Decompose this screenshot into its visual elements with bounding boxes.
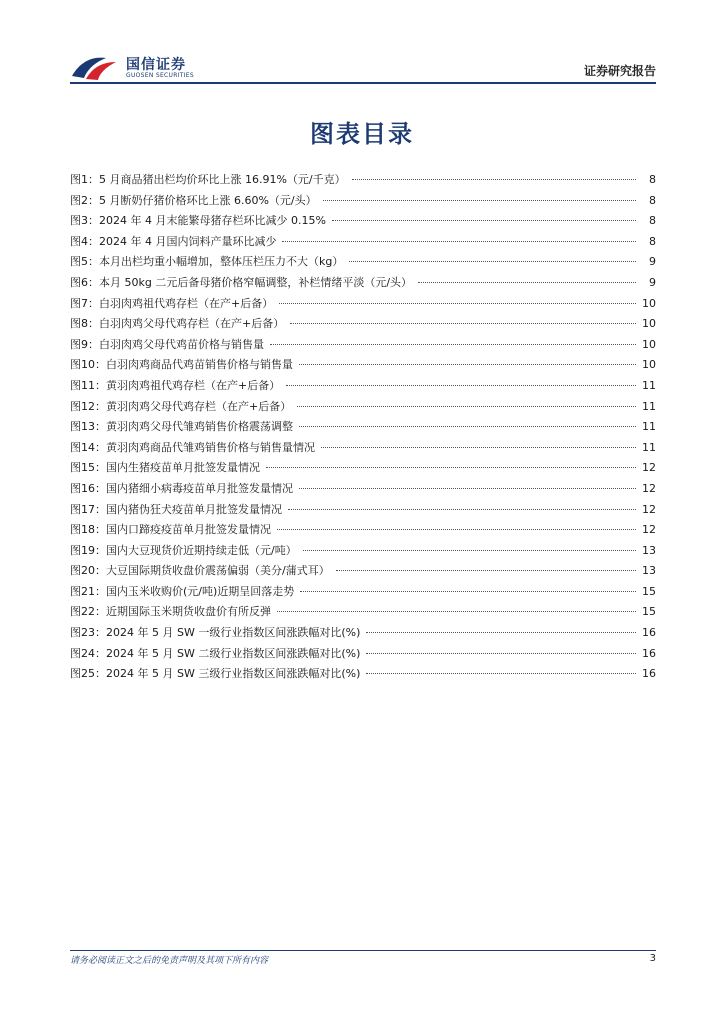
toc-entry-title: 黄羽肉鸡父母代鸡存栏（在产+后备）	[106, 399, 292, 413]
toc-entry[interactable]	[70, 458, 656, 479]
toc-entry-title: 白羽肉鸡父母代鸡存栏（在产+后备）	[99, 317, 285, 331]
toc-dot-leader	[282, 240, 636, 242]
toc-dot-leader	[288, 508, 636, 510]
toc-entry-title: 本月 50kg 二元后备母猪价格窄幅调整，补栏情绪平淡（元/头）	[99, 275, 413, 289]
toc-entry-title: 2024 年 4 月国内饲料产量环比减少	[99, 234, 277, 248]
toc-entry-label: 图6：	[70, 275, 99, 289]
toc-entry-page: 13	[642, 564, 656, 578]
toc-entry[interactable]	[70, 561, 656, 582]
toc-entry-page: 12	[642, 523, 656, 537]
toc-entry[interactable]	[70, 273, 656, 294]
toc-entry-title: 近期国际玉米期货收盘价有所反弹	[106, 605, 271, 619]
toc-entry-title: 白羽肉鸡商品代鸡苗销售价格与销售量	[106, 358, 293, 372]
toc-entry-label: 图2：	[70, 193, 99, 207]
toc-entry-label: 图7：	[70, 296, 99, 310]
toc-entry-page: 8	[649, 234, 656, 248]
toc-dot-leader	[277, 528, 636, 530]
toc-entry-label: 图8：	[70, 317, 99, 331]
toc-entry[interactable]	[70, 520, 656, 541]
toc-entry-title: 白羽肉鸡父母代鸡苗价格与销售量	[99, 337, 264, 351]
toc-entry-page: 12	[642, 461, 656, 475]
toc-dot-leader	[321, 446, 636, 448]
toc-dot-leader	[366, 631, 636, 633]
page-header	[70, 52, 656, 84]
toc-entry-title: 国内口蹄疫疫苗单月批签发量情况	[106, 523, 271, 537]
toc-entry[interactable]	[70, 664, 656, 685]
logo-text-en: GUOSEN SECURITIES	[126, 72, 195, 79]
toc-dot-leader	[352, 178, 636, 180]
guosen-logo-icon	[70, 52, 120, 82]
toc-entry-title: 黄羽肉鸡父母代雏鸡销售价格震荡调整	[106, 420, 293, 434]
toc-entry[interactable]	[70, 252, 656, 273]
toc-entry[interactable]	[70, 376, 656, 397]
toc-entry-page: 11	[642, 440, 656, 454]
toc-entry-title: 黄羽肉鸡祖代鸡存栏（在产+后备）	[106, 378, 281, 392]
toc-entry-label: 图19：	[70, 543, 106, 557]
toc-entry-title: 国内玉米收购价(元/吨)近期呈回落走势	[106, 584, 295, 598]
toc-dot-leader	[303, 549, 636, 551]
toc-entry-page: 10	[642, 337, 656, 351]
toc-entry-label: 图20：	[70, 564, 106, 578]
toc-dot-leader	[277, 610, 636, 612]
toc-entry[interactable]	[70, 623, 656, 644]
toc-entry-title: 国内猪伪狂犬疫苗单月批签发量情况	[106, 502, 282, 516]
page-number: 3	[649, 953, 656, 964]
toc-entry[interactable]	[70, 314, 656, 335]
toc-entry[interactable]	[70, 500, 656, 521]
toc-entry-label: 图21：	[70, 584, 106, 598]
toc-entry[interactable]	[70, 602, 656, 623]
toc-entry-title: 本月出栏均重小幅增加，整体压栏压力不大（kg）	[99, 255, 344, 269]
toc-entry-page: 16	[642, 646, 656, 660]
footer-divider	[70, 950, 656, 951]
toc-dot-leader	[290, 322, 636, 324]
toc-entry-title: 2024 年 5 月 SW 二级行业指数区间涨跌幅对比(%)	[106, 646, 361, 660]
disclaimer-text: 请务必阅读正文之后的免责声明及其项下所有内容	[70, 956, 269, 966]
logo-text-cn: 国信证券	[126, 57, 186, 73]
toc-entry[interactable]	[70, 335, 656, 356]
toc-entry-label: 图11：	[70, 378, 106, 392]
page-title: 图表目录	[310, 120, 414, 148]
toc-entry-label: 图1：	[70, 173, 99, 186]
toc-entry[interactable]	[70, 294, 656, 315]
toc-dot-leader	[418, 281, 636, 283]
guosen-logo	[70, 52, 220, 82]
toc-entry-label: 图5：	[70, 255, 99, 269]
toc-entry[interactable]	[70, 170, 656, 191]
toc-entry-title: 白羽肉鸡祖代鸡存栏（在产+后备）	[99, 296, 274, 310]
toc-entry-label: 图14：	[70, 440, 106, 454]
toc-entry-page: 8	[649, 173, 656, 186]
toc-dot-leader	[300, 590, 636, 592]
toc-entry-label: 图15：	[70, 461, 106, 475]
toc-entry-label: 图12：	[70, 399, 106, 413]
toc-entry-title: 国内大豆现货价近期持续走低（元/吨）	[106, 543, 297, 557]
toc-entry[interactable]	[70, 232, 656, 253]
toc-entry-page: 9	[649, 255, 656, 269]
toc-entry-page: 16	[642, 626, 656, 640]
toc-entry-page: 8	[649, 214, 656, 228]
toc-entry-label: 图10：	[70, 358, 106, 372]
toc-entry[interactable]	[70, 644, 656, 665]
toc-entry[interactable]	[70, 417, 656, 438]
toc-entry-label: 图25：	[70, 667, 106, 681]
toc-entry-page: 16	[642, 667, 656, 681]
toc-entry-page: 8	[649, 193, 656, 207]
toc-dot-leader	[266, 466, 636, 468]
toc-entry[interactable]	[70, 438, 656, 459]
toc-entry-title: 黄羽肉鸡商品代雏鸡销售价格与销售量情况	[106, 440, 315, 454]
toc-entry[interactable]	[70, 479, 656, 500]
toc-dot-leader	[270, 343, 636, 345]
toc-entry-page: 11	[642, 399, 656, 413]
toc-entry-title: 5 月断奶仔猪价格环比上涨 6.60%（元/头）	[99, 193, 317, 207]
toc-entry-title: 国内生猪疫苗单月批签发量情况	[106, 461, 260, 475]
toc-dot-leader	[279, 302, 636, 304]
toc-entry-page: 10	[642, 296, 656, 310]
toc-entry-label: 图3：	[70, 214, 99, 228]
toc-entry-label: 图16：	[70, 481, 106, 495]
toc-entry-page: 13	[642, 543, 656, 557]
toc-entry-title: 2024 年 5 月 SW 一级行业指数区间涨跌幅对比(%)	[106, 626, 361, 640]
toc-entry-page: 15	[642, 605, 656, 619]
toc-entry-title: 大豆国际期货收盘价震荡偏弱（美分/蒲式耳）	[106, 564, 330, 578]
toc-dot-leader	[286, 384, 636, 386]
toc-dot-leader	[366, 652, 636, 654]
toc-entry-page: 12	[642, 481, 656, 495]
toc-entry-label: 图23：	[70, 626, 106, 640]
toc-entry-page: 15	[642, 584, 656, 598]
header-divider	[70, 82, 656, 84]
toc-entry-label: 图18：	[70, 523, 106, 537]
toc-entry-title: 国内猪细小病毒疫苗单月批签发量情况	[106, 481, 293, 495]
toc-entry-page: 11	[642, 420, 656, 434]
report-type-label: 证券研究报告	[583, 64, 656, 78]
toc-entry-label: 图24：	[70, 646, 106, 660]
toc-entry-label: 图4：	[70, 234, 99, 248]
toc-entry-label: 图13：	[70, 420, 106, 434]
toc-dot-leader	[299, 363, 636, 365]
figure-toc-list	[70, 170, 656, 685]
toc-entry-page: 9	[649, 275, 656, 289]
toc-dot-leader	[297, 405, 636, 407]
toc-entry[interactable]	[70, 541, 656, 562]
toc-dot-leader	[323, 199, 636, 201]
toc-entry[interactable]	[70, 397, 656, 418]
toc-entry-page: 12	[642, 502, 656, 516]
toc-dot-leader	[332, 219, 636, 221]
toc-entry[interactable]	[70, 582, 656, 603]
toc-entry-label: 图17：	[70, 502, 106, 516]
toc-entry-title: 2024 年 4 月末能繁母猪存栏环比减少 0.15%	[99, 214, 326, 228]
toc-entry-page: 11	[642, 378, 656, 392]
toc-entry-page: 10	[642, 358, 656, 372]
toc-dot-leader	[366, 672, 636, 674]
toc-dot-leader	[299, 425, 636, 427]
toc-entry[interactable]	[70, 211, 656, 232]
toc-entry-title: 5 月商品猪出栏均价环比上涨 16.91%（元/千克）	[99, 173, 346, 186]
toc-entry[interactable]	[70, 355, 656, 376]
toc-dot-leader	[299, 487, 636, 489]
toc-entry-label: 图22：	[70, 605, 106, 619]
toc-entry[interactable]	[70, 191, 656, 212]
toc-dot-leader	[336, 569, 636, 571]
toc-entry-label: 图9：	[70, 337, 99, 351]
toc-entry-title: 2024 年 5 月 SW 三级行业指数区间涨跌幅对比(%)	[106, 667, 361, 681]
toc-entry-page: 10	[642, 317, 656, 331]
toc-dot-leader	[349, 260, 636, 262]
